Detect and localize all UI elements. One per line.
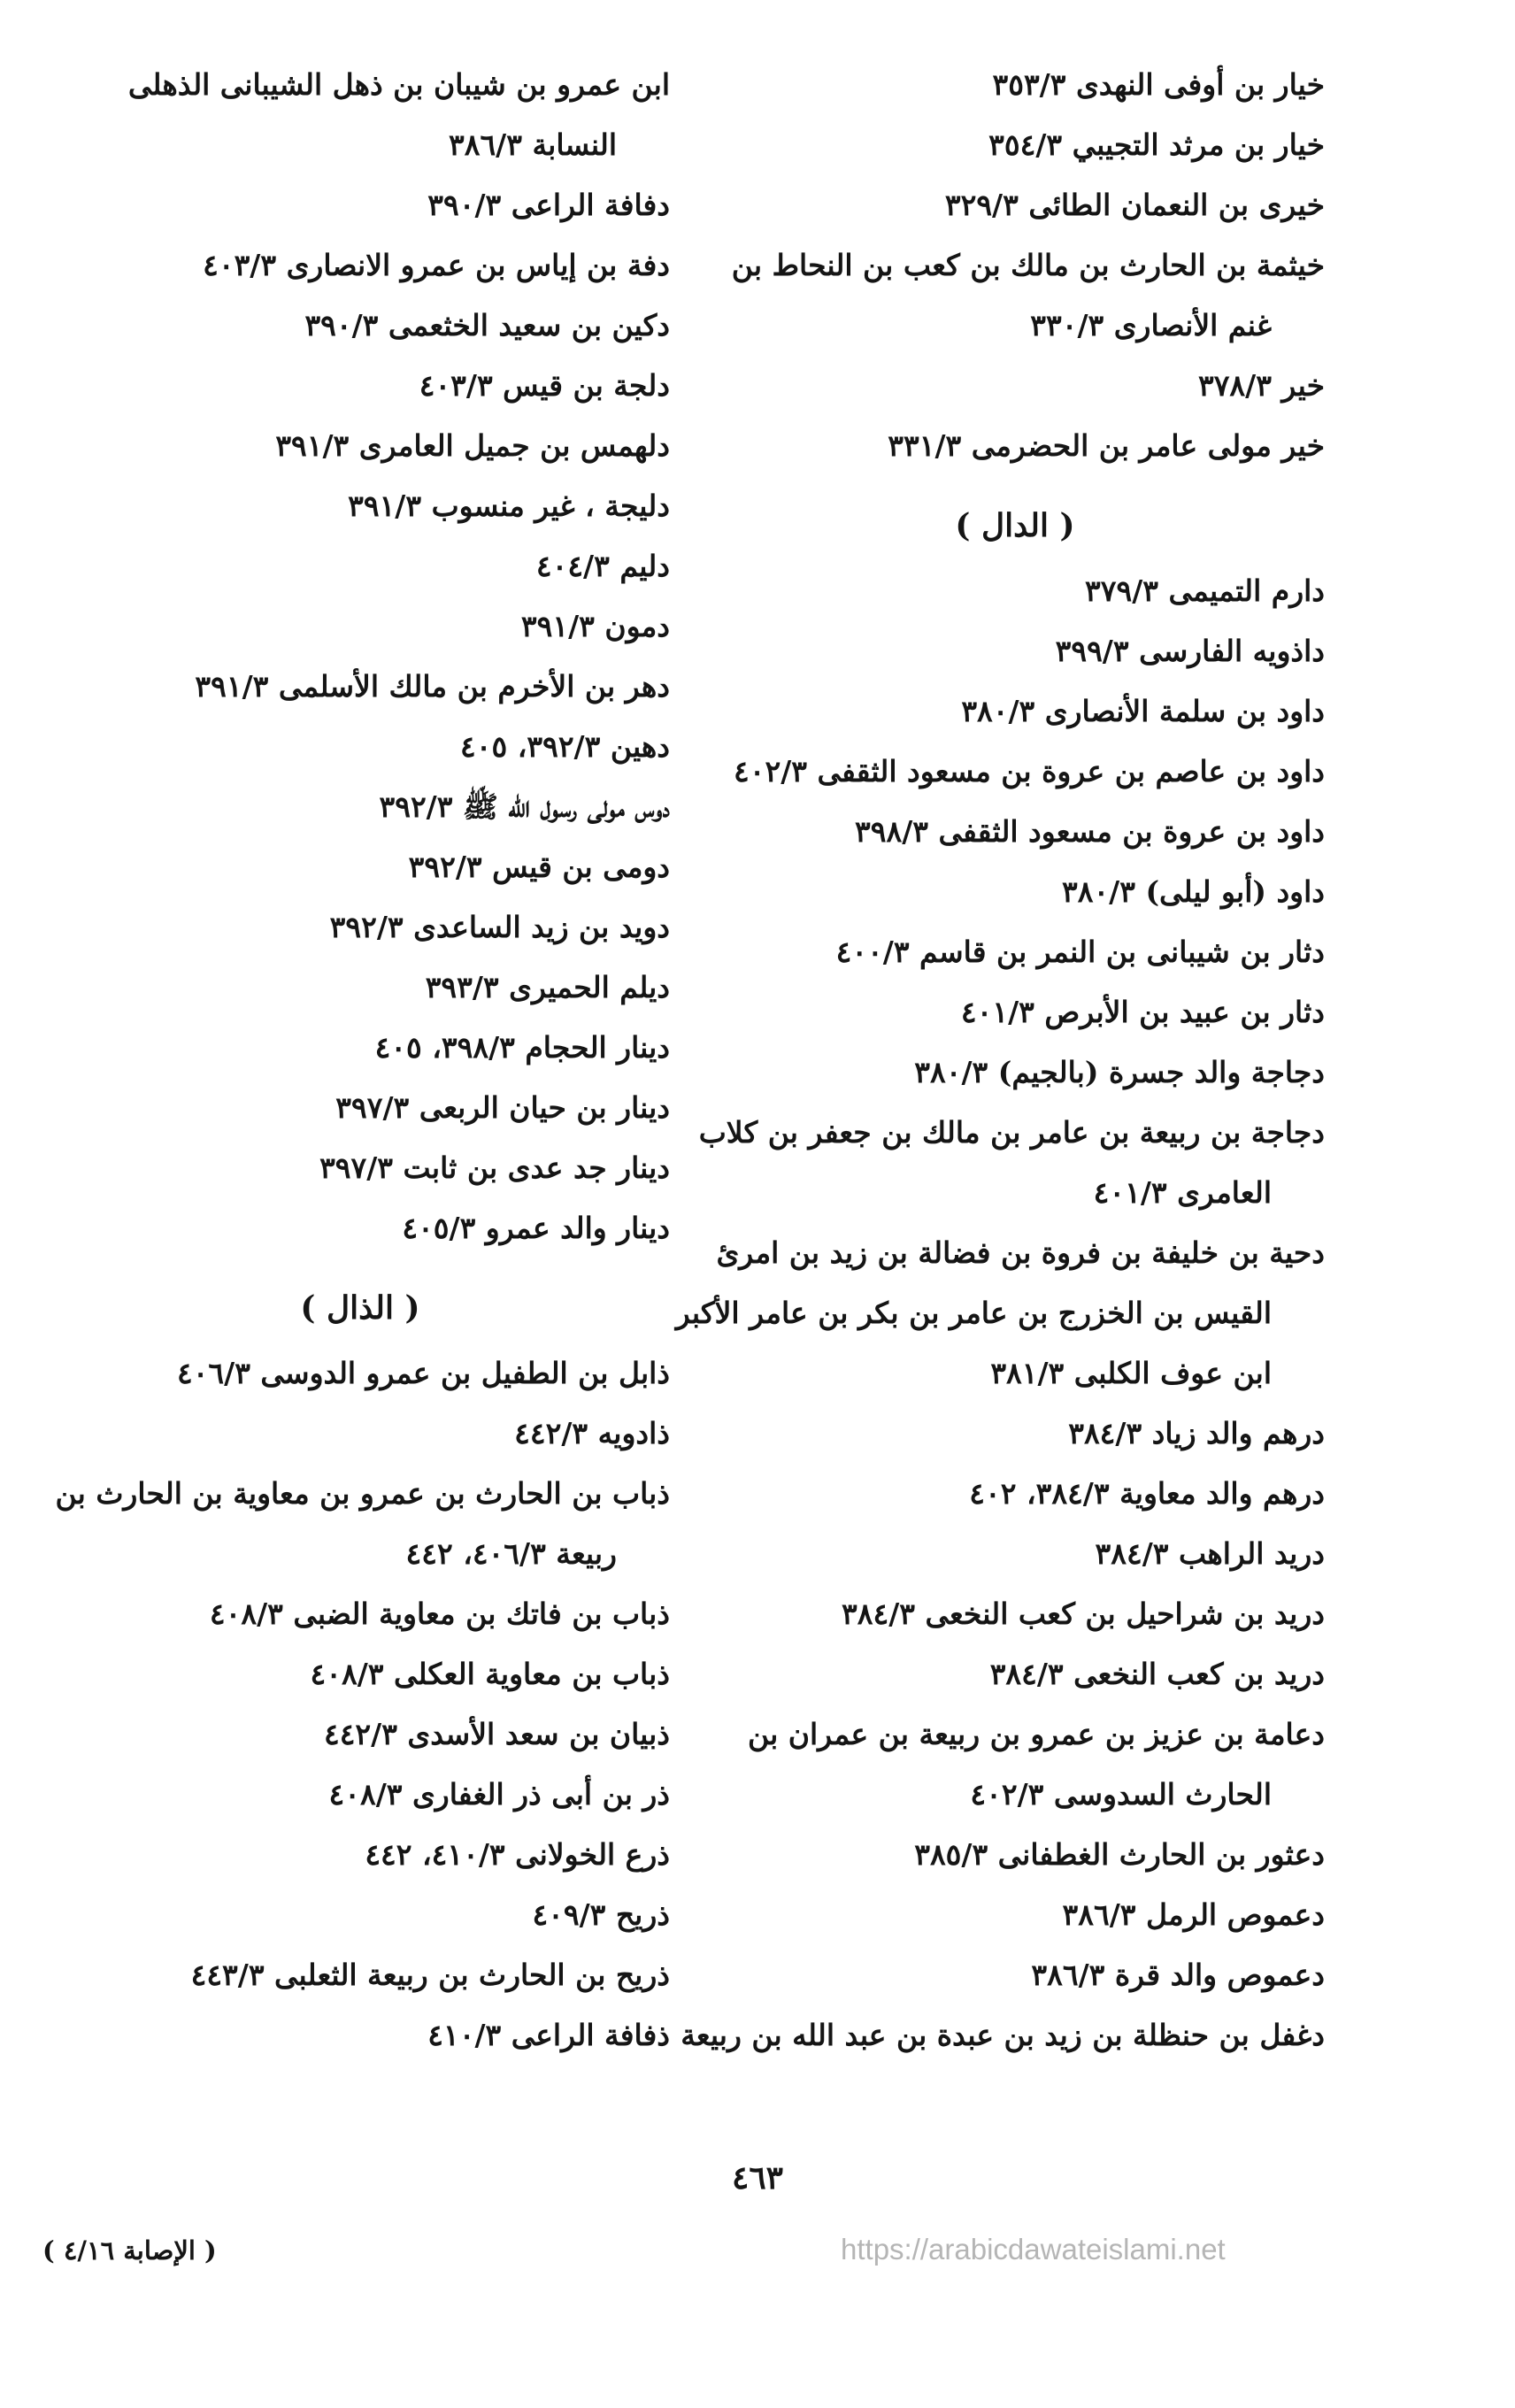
index-entry: دليجة ، غير منسوب ٣٩١/٣: [348, 489, 670, 523]
watermark-url: https://arabicdawateislami.net: [841, 2233, 1226, 2266]
index-entry: ذرع الخولانى ٤١٠/٣، ٤٤٢: [365, 1837, 670, 1872]
index-entry: ذريح ٤٠٩/٣: [532, 1897, 670, 1932]
section-heading: ( الذال ): [300, 1289, 420, 1327]
index-entry: داود بن عروة بن مسعود الثقفى ٣٩٨/٣: [855, 814, 1325, 849]
index-entry: دليم ٤٠٤/٣: [535, 549, 670, 583]
index-entry: دلجة بن قيس ٤٠٣/٣: [419, 368, 670, 403]
index-entry-continuation: غنم الأنصارى ٣٣٠/٣: [1030, 308, 1272, 342]
index-entry-continuation: ابن عوف الكلبى ٣٨١/٣: [990, 1356, 1272, 1390]
index-entry: دعثور بن الحارث الغطفانى ٣٨٥/٣: [914, 1837, 1325, 1872]
index-entry: دثار بن عبيد بن الأبرص ٤٠١/٣: [960, 995, 1325, 1029]
index-entry: ديلم الحميرى ٣٩٣/٣: [425, 970, 670, 1004]
index-entry: دينار الحجام ٣٩٨/٣، ٤٠٥: [374, 1030, 670, 1065]
index-entry: دويد بن زيد الساعدى ٣٩٢/٣: [329, 910, 670, 944]
index-entry: دفافة الراعى ٣٩٠/٣: [427, 188, 670, 222]
index-entry: دفة بن إياس بن عمرو الانصارى ٤٠٣/٣: [203, 248, 670, 282]
index-column-right: [675, 55, 1325, 2066]
index-entry: ذبيان بن سعد الأسدى ٤٤٢/٣: [323, 1717, 670, 1751]
index-entry: ذريح بن الحارث بن ربيعة الثعلبى ٤٤٣/٣: [190, 1958, 670, 1992]
index-entry: دينار جد عدى بن ثابت ٣٩٧/٣: [319, 1150, 670, 1185]
index-entry: دهر بن الأخرم بن مالك الأسلمى ٣٩١/٣: [195, 669, 670, 704]
index-entry: دينار بن حيان الربعى ٣٩٧/٣: [335, 1090, 670, 1125]
index-entry: دينار والد عمرو ٤٠٥/٣: [402, 1211, 670, 1245]
index-entry-continuation: ربيعة ٤٠٦/٣، ٤٤٢: [405, 1536, 617, 1571]
index-entry: ذر بن أبى ذر الغفارى ٤٠٨/٣: [328, 1777, 670, 1812]
index-entry: دلهمس بن جميل العامرى ٣٩١/٣: [275, 428, 670, 463]
index-entry: درهم والد معاوية ٣٨٤/٣، ٤٠٢: [969, 1476, 1325, 1511]
index-entry: دعموص والد قرة ٣٨٦/٣: [1031, 1958, 1325, 1992]
index-entry: دريد الراهب ٣٨٤/٣: [1095, 1536, 1325, 1571]
index-entry: داود (أبو ليلى) ٣٨٠/٣: [1062, 874, 1325, 909]
footnote: ( الإصابة ٤/١٦ ): [42, 2235, 217, 2266]
index-entry: دريد بن شراحيل بن كعب النخعى ٣٨٤/٣: [842, 1596, 1325, 1631]
index-entry: دوس مولى رسول الله ﷺ ٣٩٢/٣: [379, 789, 670, 824]
index-entry: دهين ٣٩٢/٣، ٤٠٥: [460, 729, 670, 764]
page-number: ٤٦٣: [731, 2159, 783, 2196]
index-entry: ذفافة الراعى ٤١٠/٣: [427, 2018, 670, 2052]
index-entry: ذباب بن الحارث بن عمرو بن معاوية بن الحارث بن: [55, 1476, 670, 1511]
index-entry: دعامة بن عزيز بن عمرو بن ربيعة بن عمران بن: [747, 1717, 1325, 1751]
index-entry: ابن عمرو بن شيبان بن ذهل الشيبانى الذهلى: [127, 67, 670, 102]
section-heading: ( الدال ): [955, 507, 1075, 544]
index-entry: دحية بن خليفة بن فروة بن فضالة بن زيد بن امرئ: [716, 1235, 1325, 1270]
index-entry: دثار بن شيبانى بن النمر بن قاسم ٤٠٠/٣: [835, 935, 1325, 969]
index-entry: درهم والد زياد ٣٨٤/٣: [1068, 1416, 1325, 1450]
index-entry: دمون ٣٩١/٣: [520, 609, 670, 643]
index-entry: خير مولى عامر بن الحضرمى ٣٣١/٣: [888, 428, 1325, 463]
index-entry: ذباب بن فاتك بن معاوية الضبى ٤٠٨/٣: [209, 1596, 670, 1631]
index-entry: دكين بن سعيد الخثعمى ٣٩٠/٣: [304, 308, 670, 342]
index-entry: دجاجة والد جسرة (بالجيم) ٣٨٠/٣: [914, 1055, 1325, 1089]
index-entry: دارم التميمى ٣٧٩/٣: [1085, 573, 1325, 608]
index-entry: ذباب بن معاوية العكلى ٤٠٨/٣: [310, 1657, 670, 1691]
index-entry-continuation: الحارث السدوسى ٤٠٢/٣: [970, 1777, 1272, 1812]
index-entry: داود بن عاصم بن عروة بن مسعود الثقفى ٤٠٢/٣: [734, 754, 1325, 789]
index-entry: خيثمة بن الحارث بن مالك بن كعب بن النحاط بن: [731, 248, 1325, 282]
index-entry-continuation: النسابة ٣٨٦/٣: [449, 127, 617, 162]
index-entry-continuation: العامرى ٤٠١/٣: [1093, 1175, 1272, 1210]
index-entry: داود بن سلمة الأنصارى ٣٨٠/٣: [961, 694, 1325, 728]
index-entry: خيار بن أوفى النهدى ٣٥٣/٣: [992, 67, 1325, 102]
index-entry: دجاجة بن ربيعة بن عامر بن مالك بن جعفر بن كلاب: [698, 1115, 1325, 1150]
index-entry: خيرى بن النعمان الطائى ٣٢٩/٣: [944, 188, 1325, 222]
index-column-left: [50, 55, 670, 2066]
index-entry-continuation: القيس بن الخزرج بن عامر بن بكر بن عامر الأكبر: [675, 1296, 1272, 1330]
index-entry: دغفل بن حنظلة بن زيد بن عبدة بن عبد الله بن ربيعة: [681, 2018, 1325, 2052]
index-entry: ذادويه ٤٤٢/٣: [514, 1416, 670, 1450]
index-entry: ذابل بن الطفيل بن عمرو الدوسى ٤٠٦/٣: [176, 1356, 670, 1390]
index-entry: دومى بن قيس ٣٩٢/٣: [408, 850, 670, 884]
index-entry: خير ٣٧٨/٣: [1197, 368, 1325, 403]
index-entry: خيار بن مرثد التجيبي ٣٥٤/٣: [988, 127, 1325, 162]
index-entry: دعموص الرمل ٣٨٦/٣: [1062, 1897, 1325, 1932]
index-entry: دريد بن كعب النخعى ٣٨٤/٣: [989, 1657, 1325, 1691]
index-entry: داذويه الفارسى ٣٩٩/٣: [1055, 634, 1325, 668]
